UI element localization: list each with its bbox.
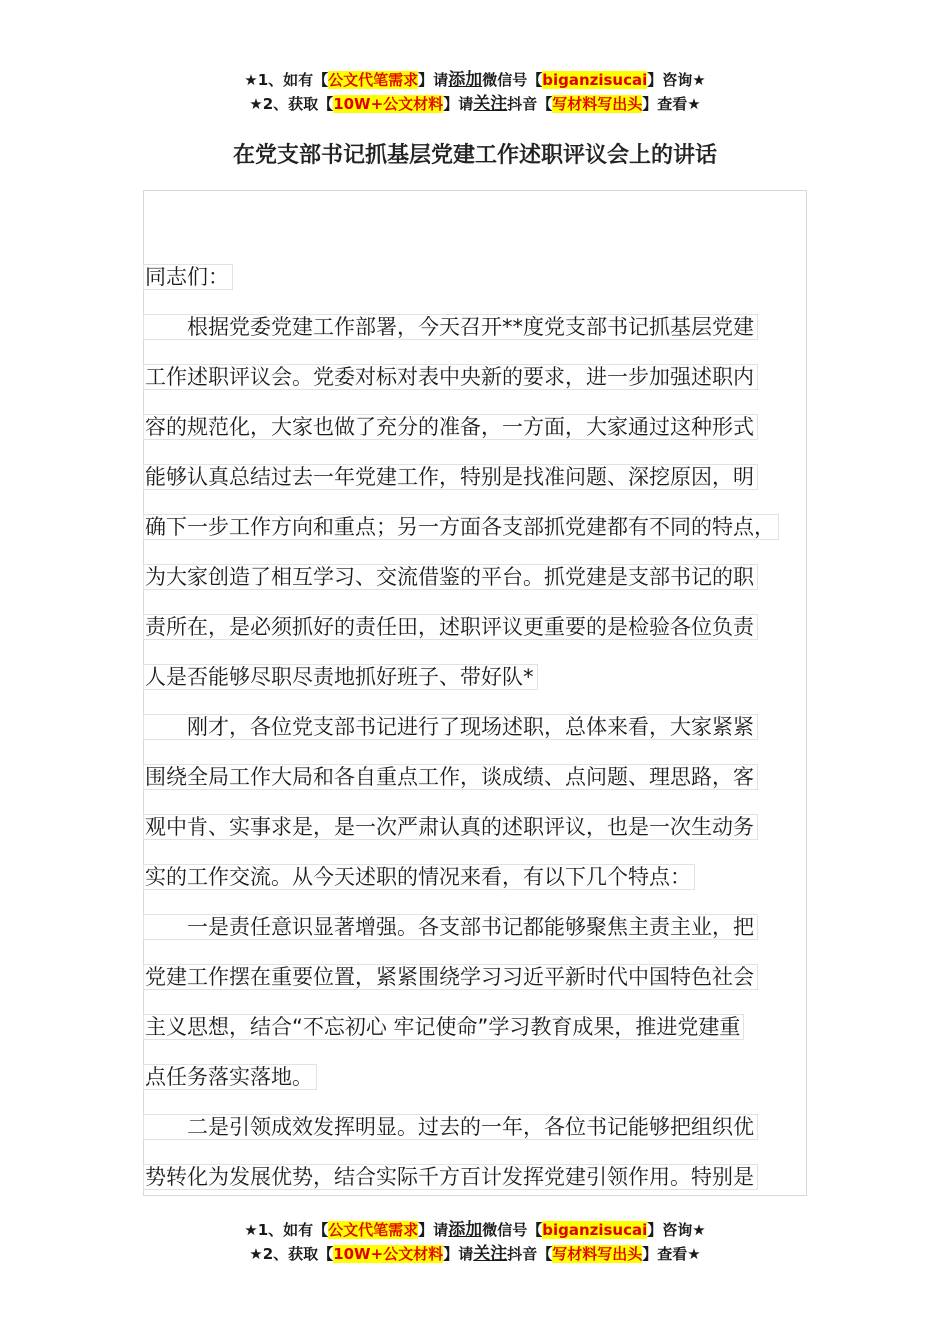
text-line [143, 902, 819, 952]
text-line [143, 602, 819, 652]
promo-text: 】请 [443, 1245, 474, 1263]
promo-highlight: 公文代笔需求 [328, 1221, 419, 1239]
promo-text: ★1、如有【 [244, 71, 329, 89]
line-text: 确下一步工作方向和重点；另一方面各支部抓党建都有不同的特点， [143, 514, 779, 540]
line-text: 人是否能够尽职尽责地抓好班子、带好队* [143, 664, 538, 690]
line-text: 围绕全局工作大局和各自重点工作，谈成绩、点问题、理思路，客 [143, 764, 758, 790]
promo-emphasis: 关注 [473, 1244, 508, 1264]
promo-highlight: 10W+公文材料 [333, 95, 444, 113]
line-text: 能够认真总结过去一年党建工作，特别是找准问题、深挖原因，明 [143, 464, 758, 490]
promo-highlight: biganzisucai [542, 71, 648, 89]
line-text: 点任务落实落地。 [143, 1064, 317, 1090]
text-line [143, 952, 819, 1002]
text-line [143, 252, 819, 302]
text-line [143, 702, 819, 752]
text-line [143, 1102, 819, 1152]
promo-text: 】查看★ [642, 1245, 701, 1263]
promo-emphasis: 添加 [448, 1220, 483, 1240]
text-line [143, 452, 819, 502]
promo-line-1 [0, 68, 950, 92]
text-line [143, 1002, 819, 1052]
text-line [143, 752, 819, 802]
promo-text: 】咨询★ [647, 71, 706, 89]
promo-text: ★1、如有【 [244, 1221, 329, 1239]
text-line [143, 1152, 819, 1202]
text-line [143, 652, 819, 702]
text-line [143, 402, 819, 452]
line-text: 二是引领成效发挥明显。过去的一年，各位书记能够把组织优 [187, 1115, 754, 1139]
line-text: 同志们： [143, 264, 233, 290]
promo-highlight: 写材料写出头 [552, 95, 643, 113]
promo-text: 】请 [443, 95, 474, 113]
promo-text: ★2、获取【 [249, 1245, 334, 1263]
line-text: 观中肯、实事求是，是一次严肃认真的述职评议，也是一次生动务 [143, 814, 758, 840]
promo-text: 】请 [418, 71, 449, 89]
promo-text: ★2、获取【 [249, 95, 334, 113]
text-line [143, 802, 819, 852]
line-text: 一是责任意识显著增强。各支部书记都能够聚焦主责主业，把 [187, 915, 754, 939]
line-text: 主义思想，结合“不忘初心 牢记使命”学习教育成果，推进党建重 [143, 1014, 744, 1040]
promo-line-2 [0, 1242, 950, 1266]
promo-banner-top [0, 68, 950, 116]
promo-banner-bottom [0, 1218, 950, 1266]
page-title: 在党支部书记抓基层党建工作述职评议会上的讲话 [232, 143, 717, 168]
text-line [143, 852, 819, 902]
promo-emphasis: 关注 [473, 94, 508, 114]
promo-text: 抖音【 [507, 1245, 553, 1263]
line-text: 容的规范化，大家也做了充分的准备，一方面，大家通过这种形式 [143, 414, 758, 440]
promo-text: 】请 [418, 1221, 449, 1239]
text-line [143, 502, 819, 552]
promo-line-1 [0, 1218, 950, 1242]
promo-highlight: 公文代笔需求 [328, 71, 419, 89]
promo-emphasis: 添加 [448, 70, 483, 90]
line-text: 势转化为发展优势，结合实际千方百计发挥党建引领作用。特别是 [143, 1164, 758, 1190]
text-line [143, 1052, 819, 1102]
line-text: 责所在，是必须抓好的责任田，述职评议更重要的是检验各位负责 [143, 614, 758, 640]
text-line [143, 552, 819, 602]
promo-highlight: 10W+公文材料 [333, 1245, 444, 1263]
line-text: 实的工作交流。从今天述职的情况来看，有以下几个特点： [143, 864, 695, 890]
promo-text: 】咨询★ [647, 1221, 706, 1239]
text-line [143, 302, 819, 352]
promo-line-2 [0, 92, 950, 116]
line-text: 刚才，各位党支部书记进行了现场述职，总体来看，大家紧紧 [187, 715, 754, 739]
promo-highlight: biganzisucai [542, 1221, 648, 1239]
line-text: 根据党委党建工作部署，今天召开**度党支部书记抓基层党建 [187, 315, 754, 339]
line-text: 为大家创造了相互学习、交流借鉴的平台。抓党建是支部书记的职 [143, 564, 758, 590]
promo-text: 微信号【 [482, 1221, 543, 1239]
line-text: 工作述职评议会。党委对标对表中央新的要求，进一步加强述职内 [143, 364, 758, 390]
promo-text: 】查看★ [642, 95, 701, 113]
text-line [143, 352, 819, 402]
line-text: 党建工作摆在重要位置，紧紧围绕学习习近平新时代中国特色社会 [143, 964, 758, 990]
promo-text: 微信号【 [482, 71, 543, 89]
promo-highlight: 写材料写出头 [552, 1245, 643, 1263]
promo-text: 抖音【 [507, 95, 553, 113]
document-body [143, 252, 819, 1202]
